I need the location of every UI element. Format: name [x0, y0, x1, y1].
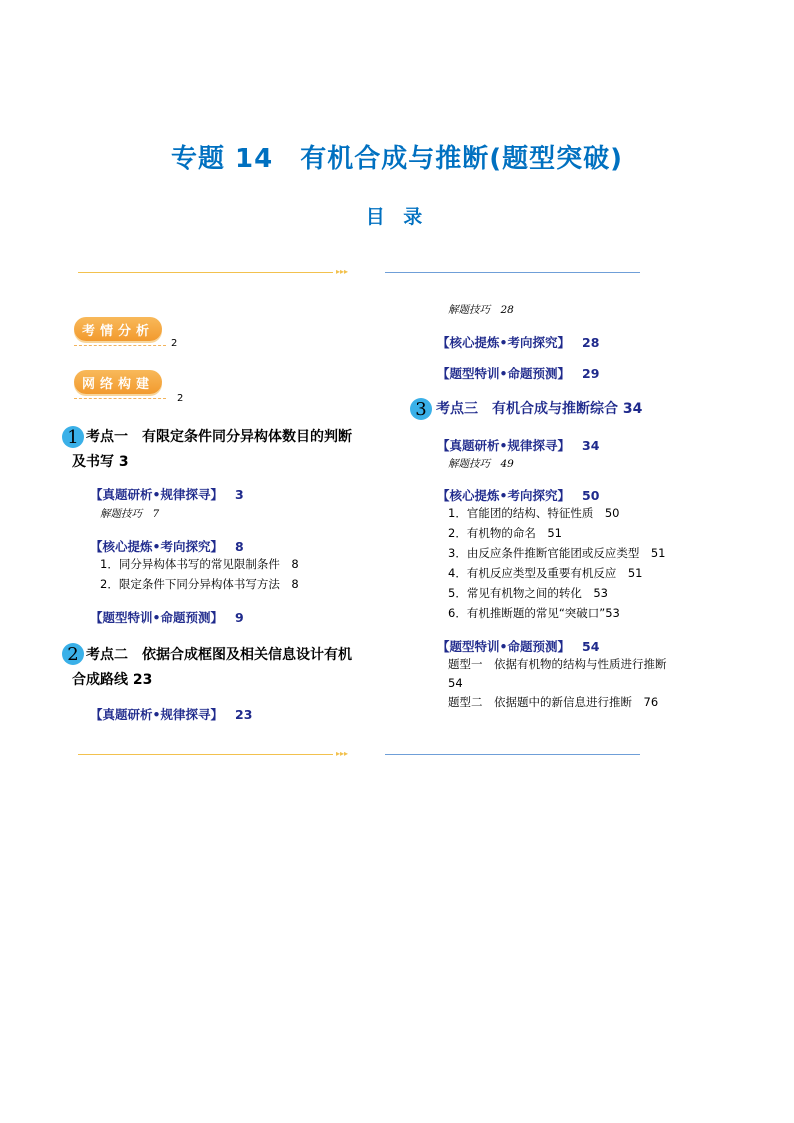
list-item[interactable]: 1．官能团的结构、特征性质 50 — [448, 506, 620, 520]
toc-heading: 目 录 — [365, 206, 429, 228]
badge-underline — [74, 398, 166, 399]
type-item[interactable]: 题型一 依据有机物的结构与性质进行推断 54 — [448, 657, 667, 690]
badge-page: 2 — [171, 338, 178, 349]
skill-link[interactable]: 解题技巧 28 — [448, 304, 514, 316]
list-item[interactable]: 1．同分异构体书写的常见限制条件 8 — [100, 557, 299, 571]
topic-2-title[interactable]: 考点二 依据合成框图及相关信息设计有机 合成路线 23 — [72, 647, 352, 688]
divider-bottom-left — [78, 754, 333, 755]
badge-label: 考情分析 — [74, 317, 162, 341]
list-item[interactable]: 4．有机反应类型及重要有机反应 51 — [448, 566, 643, 580]
skill-link[interactable]: 解题技巧 7 — [100, 508, 160, 520]
badge-exam-analysis[interactable] — [74, 317, 162, 341]
section-link[interactable]: 【真题研析•规律探寻】 23 — [90, 707, 253, 722]
page-title: 专题 14 有机合成与推断(题型突破) — [171, 144, 623, 174]
list-item[interactable]: 2．限定条件下同分异构体书写方法 8 — [100, 577, 299, 591]
skill-link[interactable]: 解题技巧 49 — [448, 458, 514, 470]
section-link[interactable]: 【核心提炼•考向探究】 8 — [90, 539, 244, 554]
topic-number-icon: 2 — [62, 643, 84, 665]
divider-bottom-arrows: ▸▸▸ — [336, 749, 349, 758]
topic-number-icon: 1 — [62, 426, 84, 448]
section-link[interactable]: 【题型特训•命题预测】 54 — [437, 639, 600, 654]
type-item[interactable]: 题型二 依据题中的新信息进行推断 76 — [448, 695, 659, 709]
section-link[interactable]: 【核心提炼•考向探究】 50 — [437, 488, 600, 503]
list-item[interactable]: 6．有机推断题的常见“突破口”53 — [448, 606, 620, 620]
list-item[interactable]: 3．由反应条件推断官能团或反应类型 51 — [448, 546, 666, 560]
section-link[interactable]: 【真题研析•规律探寻】 34 — [437, 438, 600, 453]
section-link[interactable]: 【核心提炼•考向探究】 28 — [437, 335, 600, 350]
divider-bottom-right — [385, 754, 640, 755]
list-item[interactable]: 2．有机物的命名 51 — [448, 526, 562, 540]
divider-top-arrows: ▸▸▸ — [336, 267, 349, 276]
topic-1-title[interactable]: 考点一 有限定条件同分异构体数目的判断 及书写 3 — [72, 429, 352, 470]
badge-network-build[interactable] — [74, 370, 162, 394]
section-link[interactable]: 【题型特训•命题预测】 9 — [90, 610, 244, 625]
section-link[interactable]: 【真题研析•规律探寻】 3 — [90, 487, 244, 502]
badge-page: 2 — [177, 393, 184, 404]
section-link[interactable]: 【题型特训•命题预测】 29 — [437, 366, 600, 381]
divider-top-right — [385, 272, 640, 273]
topic-number-icon: 3 — [410, 398, 432, 420]
badge-label: 网络构建 — [74, 370, 162, 394]
topic-3-title[interactable]: 考点三 有机合成与推断综合 34 — [436, 401, 643, 417]
divider-top-left — [78, 272, 333, 273]
badge-underline — [74, 345, 166, 346]
list-item[interactable]: 5．常见有机物之间的转化 53 — [448, 586, 608, 600]
